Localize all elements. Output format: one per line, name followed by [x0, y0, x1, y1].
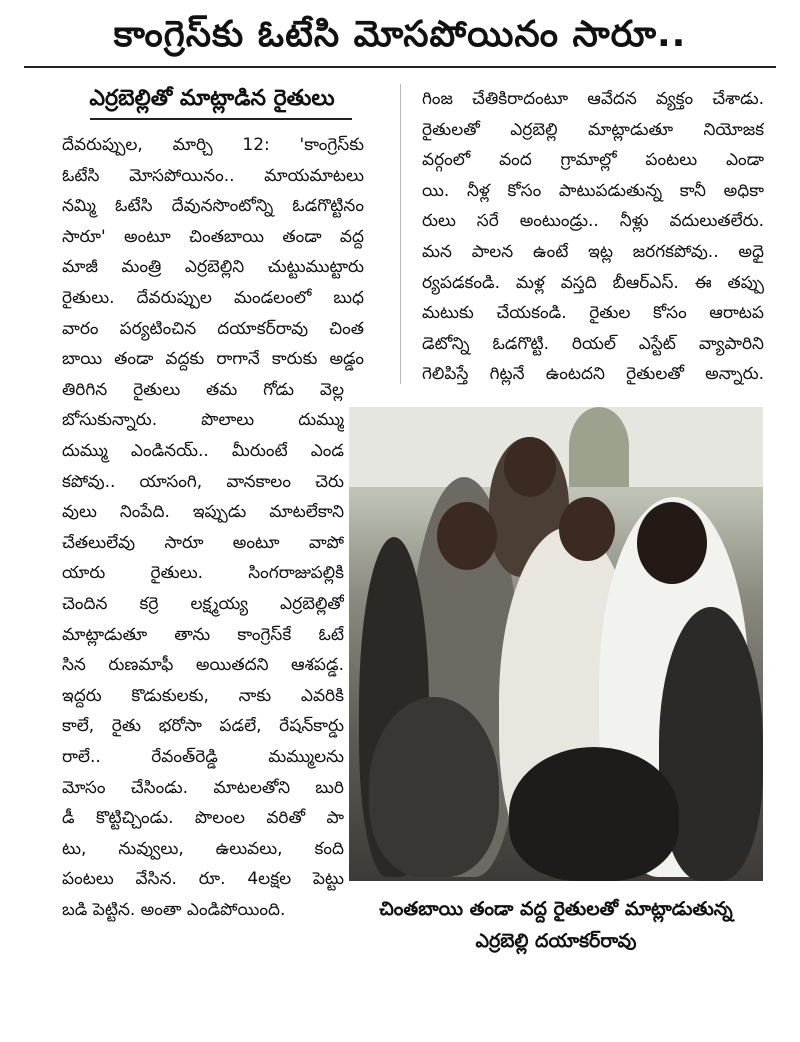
left-line: కపోవు.. యాసంగి, వానకాలం చెరు: [62, 471, 344, 492]
left-line: నమ్మి ఓటేసి దేవునసొంటోన్ని ఓడగొట్టినం: [62, 196, 364, 217]
subheadline-underline: [90, 118, 352, 120]
left-line: ఓటేసి మోసపోయినం.. మాయమాటలు: [62, 165, 364, 186]
right-line: మటుకు చేయకండి. రైతుల కోసం ఆరాటప: [422, 303, 764, 324]
right-line: రైతులతో ఎర్రబెల్లి మాట్లాడుతూ నియోజక: [422, 119, 764, 140]
photo-person: [509, 747, 679, 881]
right-line: డెటోన్ని ఓడగొట్టి. రియల్ ఎస్టేట్ వ్యాపారిని: [422, 333, 764, 354]
photo-head: [504, 437, 556, 497]
left-line: పంటలు వేసిన. రూ. 4లక్షల పెట్టు: [62, 869, 344, 890]
right-line: యి. నీళ్ల కోసం పాటుపడుతున్న కానీ అధికా: [422, 180, 764, 201]
left-line: తిరిగిన రైతులు తమ గోడు వెల్ల: [62, 379, 344, 400]
right-line: గింజ చేతికిరాదంటూ ఆవేదన వ్యక్తం చేశాడు.: [422, 89, 764, 109]
right-line: ర్యపడకండి. మళ్ల వస్తది బీఆర్‌ఎస్. ఈ తప్పు: [422, 272, 764, 293]
headline: కాంగ్రెస్‌కు ఓటేసి మోసపోయినం సారూ..: [113, 14, 687, 55]
left-line: యారు రైతులు. సింగరాజుపల్లికి: [62, 563, 344, 584]
subheadline: ఎర్రబెల్లితో మాట్లాడిన రైతులు: [89, 86, 335, 111]
column-divider: [400, 84, 401, 384]
left-line: బోసుకున్నారు. పొలాలు దుమ్ము: [62, 410, 344, 431]
photo-head: [637, 502, 707, 584]
photo-caption-line-1: చింతబాయి తండా వద్ద రైతులతో మాట్లాడుతున్న: [379, 898, 733, 920]
photo-head: [559, 497, 615, 561]
left-line: బాయి తండా వద్దకు రాగానే కారుకు అడ్డం: [62, 349, 364, 370]
left-line: చేతలులేవు సారూ అంటూ వాపో: [62, 532, 344, 553]
left-line: రైతులు. దేవరుప్పుల మండలంలో బుధ: [62, 288, 364, 308]
left-line: బడి పెట్టిన. అంతా ఎండిపోయింది.: [62, 900, 286, 920]
left-line: డీ కొట్టిచ్చిండు. పొలంల వరితో పా: [62, 808, 344, 829]
headline-divider: [24, 66, 776, 68]
photo-head: [437, 502, 497, 570]
right-line: వర్గంలో వంద గ్రామాల్లో పంటలు ఎండా: [422, 150, 764, 171]
left-line: మాట్లాడుతూ తాను కాంగ్రెస్‌కే ఓటే: [62, 624, 344, 645]
left-line: చెందిన కర్రె లక్ష్మయ్య ఎర్రబెల్లితో: [62, 594, 344, 614]
left-line: దేవరుప్పుల, మార్చి 12: 'కాంగ్రెస్‌కు: [62, 135, 364, 155]
left-line: మాజీ మంత్రి ఎర్రబెల్లిని చుట్టుముట్టారు: [62, 257, 364, 278]
photo-person: [369, 697, 499, 877]
left-line: మోసం చేసిండు. మాటలతోని బురి: [62, 777, 344, 798]
left-line: దుమ్ము ఎండినయ్.. మీరుంటే ఎండ: [62, 441, 344, 461]
right-line: మన పాలన ఉంటే ఇట్ల జరగకపోవు.. అధై: [422, 242, 764, 262]
photo-tree: [569, 407, 629, 487]
left-line: వులు నింపేది. ఇప్పుడు మాటలేకాని: [62, 502, 344, 523]
right-line: రులు సరే అంటుండ్రు.. నీళ్లు వదులుతలేరు.: [422, 211, 764, 232]
photo-caption-line-2: ఎర్రబెల్లి దయాకర్‌రావు: [475, 930, 637, 952]
left-line: వారం పర్యటించిన దయాకర్‌రావు చింత: [62, 318, 364, 339]
left-line: టు, నువ్వులు, ఉలువలు, కంది: [62, 838, 344, 859]
left-line: సారూ' అంటూ చింతబాయి తండా వద్ద: [62, 226, 364, 247]
left-line: సిన రుణమాఫీ అయితదని ఆశపడ్డ.: [62, 655, 344, 676]
left-line: రాలే.. రేవంత్‌రెడ్డి మమ్ములను: [62, 747, 344, 767]
news-photo: [349, 407, 763, 881]
left-line: ఇద్దరు కొడుకులకు, నాకు ఎవరికి: [62, 685, 344, 706]
right-line: గెలిపిస్తే గిట్లనే ఉంటదని రైతులతో అన్నారు.: [422, 364, 764, 385]
left-line: కాలే, రైతు భరోసా పడలే, రేషన్‌కార్డు: [62, 716, 344, 737]
